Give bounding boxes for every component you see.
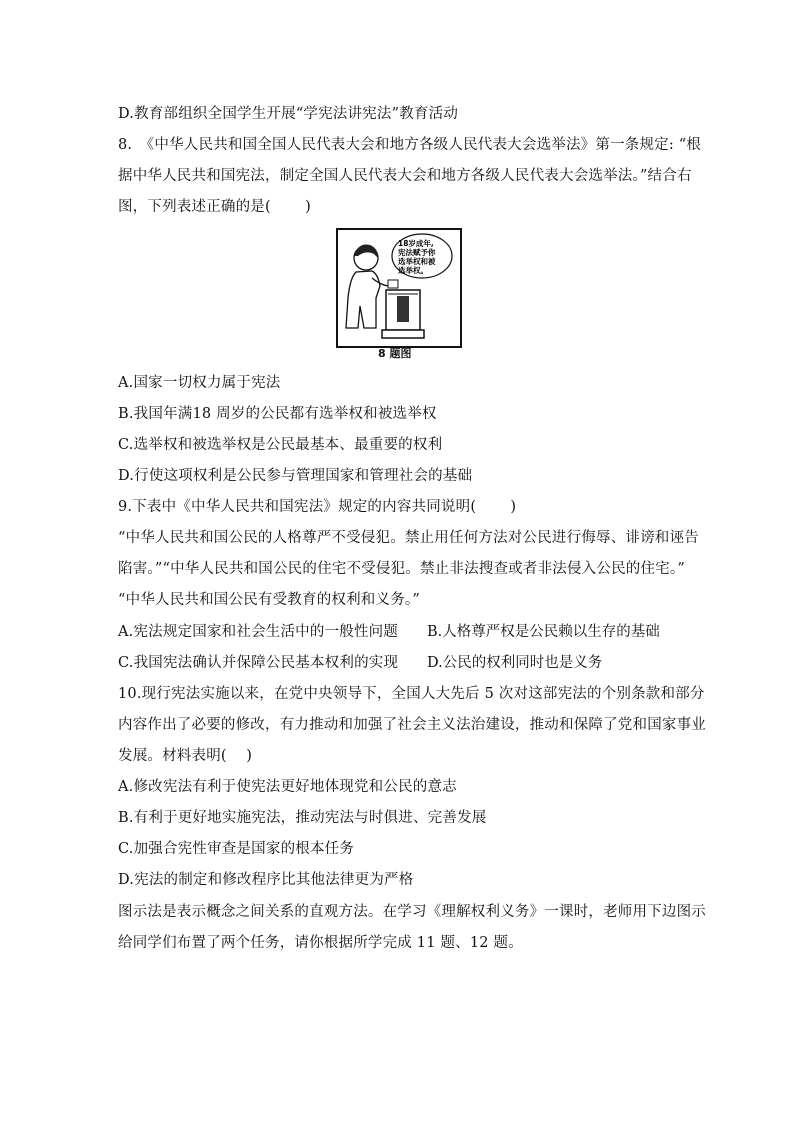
- bubble-text-4: 选举权。: [398, 266, 428, 275]
- q8-stem-line-1: 8. 《中华人民共和国全国人民代表大会和地方各级人民代表大会选举法》第一条规定: “根: [118, 137, 702, 153]
- q9-quote-line-2: 陷害。”“中华人民共和国公民的住宅不受侵犯。禁止非法搜查或者非法侵入公民的住宅。”: [118, 561, 685, 577]
- q10-stem-line-3: 发展。材料表明( ): [118, 748, 253, 764]
- bubble-text-3: 选举权和被: [398, 257, 436, 266]
- q9-stem: 9.下表中《中华人民共和国宪法》规定的内容共同说明( ): [118, 499, 517, 515]
- q8-option-a: A.国家一切权力属于宪法: [118, 375, 281, 391]
- q10-stem-line-1: 10.现行宪法实施以来，在党中央领导下，全国人大先后 5 次对这部宪法的个别条款和部分: [118, 686, 705, 702]
- q9-option-a: A.宪法规定国家和社会生活中的一般性问题: [118, 624, 399, 640]
- q9-option-b: B.人格尊严权是公民赖以生存的基础: [427, 624, 660, 640]
- q8-option-d: D.行使这项权利是公民参与管理国家和管理社会的基础: [118, 468, 473, 484]
- q8-figure-caption: 8 题图: [378, 347, 412, 360]
- q8-option-b: B.我国年满18 周岁的公民都有选举权和被选举权: [118, 406, 437, 422]
- bubble-text-2: 宪法赋予你: [398, 248, 436, 257]
- q8-stem-line-2: 据中华人民共和国宪法，制定全国人民代表大会和地方各级人民代表大会选举法。”结合右: [118, 168, 692, 184]
- q7-option-d: D.教育部组织全国学生开展“学宪法讲宪法”教育活动: [118, 106, 459, 122]
- q10-stem-line-2: 内容作出了必要的修改，有力推动和加强了社会主义法治建设，推动和保障了党和国家事业: [118, 717, 706, 733]
- q9-quote-line-3: “中华人民共和国公民有受教育的权利和义务。”: [118, 592, 420, 608]
- intro-line-2: 给同学们布置了两个任务，请你根据所学完成 11 题、12 题。: [118, 935, 523, 951]
- intro-line-1: 图示法是表示概念之间关系的直观方法。在学习《理解权利义务》一课时，老师用下边图示: [118, 904, 706, 920]
- q10-option-d: D.宪法的制定和修改程序比其他法律更为严格: [118, 872, 414, 888]
- q9-option-d: D.公民的权利同时也是义务: [427, 655, 603, 671]
- q10-option-b: B.有利于更好地实施宪法，推动宪法与时俱进、完善发展: [118, 810, 487, 826]
- q10-option-c: C.加强合宪性审查是国家的根本任务: [118, 841, 355, 857]
- bubble-text-1: 18岁成年,: [398, 239, 434, 248]
- q8-option-c: C.选举权和被选举权是公民最基本、最重要的权利: [118, 437, 443, 453]
- q9-option-c: C.我国宪法确认并保障公民基本权利的实现: [118, 655, 399, 671]
- q10-option-a: A.修改宪法有利于使宪法更好地体现党和公民的意志: [118, 779, 457, 795]
- q8-voting-illustration: [336, 228, 462, 348]
- q9-quote-line-1: “中华人民共和国公民的人格尊严不受侵犯。禁止用任何方法对公民进行侮辱、诽谤和诬告: [118, 530, 699, 546]
- q8-stem-line-3: 图，下列表述正确的是( ): [118, 199, 311, 215]
